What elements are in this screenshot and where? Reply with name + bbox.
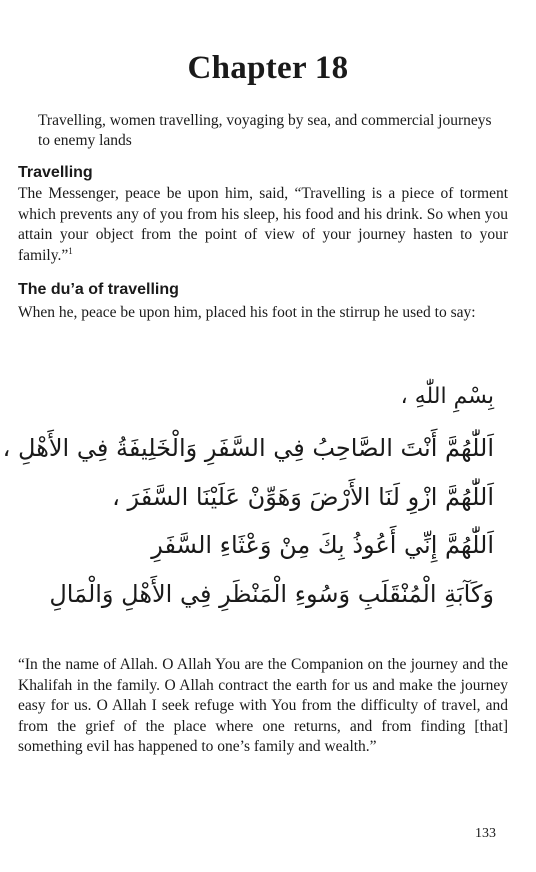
arabic-line-5: وَكَآبَةِ الْمُنْقَلَبِ وَسُوءِ الْمَنْظَرِ فِي الأَهْلِ وَالْمَالِ — [49, 580, 494, 608]
dua-translation: “In the name of Allah. O Allah You are the Companion on the journey and the Khalifah in the family. O Allah contract the earth for us and make the journey easy for us. O Allah I seek refuge with You from the difficulty of travel, and from the grief of the place where one returns, and from finding [that] something evil has happened to one’s family and wealth.” — [18, 656, 508, 755]
hadith-text: The Messenger, peace be upon him, said, “Travelling is a piece of torment which prevents any of you from his sleep, his food and his drink. So when you attain your object from the point of view of your journey hasten to your family.” — [18, 185, 508, 264]
arabic-line-4: اَللّٰهُمَّ إِنِّي أَعُوذُ بِكَ مِنْ وَعْثَاءِ السَّفَرِ — [151, 531, 494, 559]
page-number: 133 — [475, 826, 496, 841]
section-text-dua: When he, peace be upon him, placed his foot in the stirrup he used to say: — [18, 304, 476, 321]
chapter-subtitle: Travelling, women travelling, voyaging by sea, and commercial journeys to enemy lands — [38, 112, 492, 149]
arabic-line-1: بِسْمِ اللّٰهِ ، — [400, 384, 494, 409]
section-heading-travelling: Travelling — [18, 164, 93, 181]
arabic-line-2: اَللّٰهُمَّ أَنْتَ الصَّاحِبُ فِي السَّفَرِ وَالْخَلِيفَةُ فِي الأَهْلِ ، — [2, 434, 494, 462]
arabic-line-3: اَللّٰهُمَّ ازْوِ لَنَا الأَرْضَ وَهَوِّنْ عَلَيْنَا السَّفَرَ ، — [112, 483, 494, 511]
section-heading-dua: The du’a of travelling — [18, 281, 179, 298]
section-text-travelling — [18, 184, 508, 266]
chapter-title: Chapter 18 — [187, 50, 349, 86]
footnote-ref: 1 — [68, 245, 73, 256]
